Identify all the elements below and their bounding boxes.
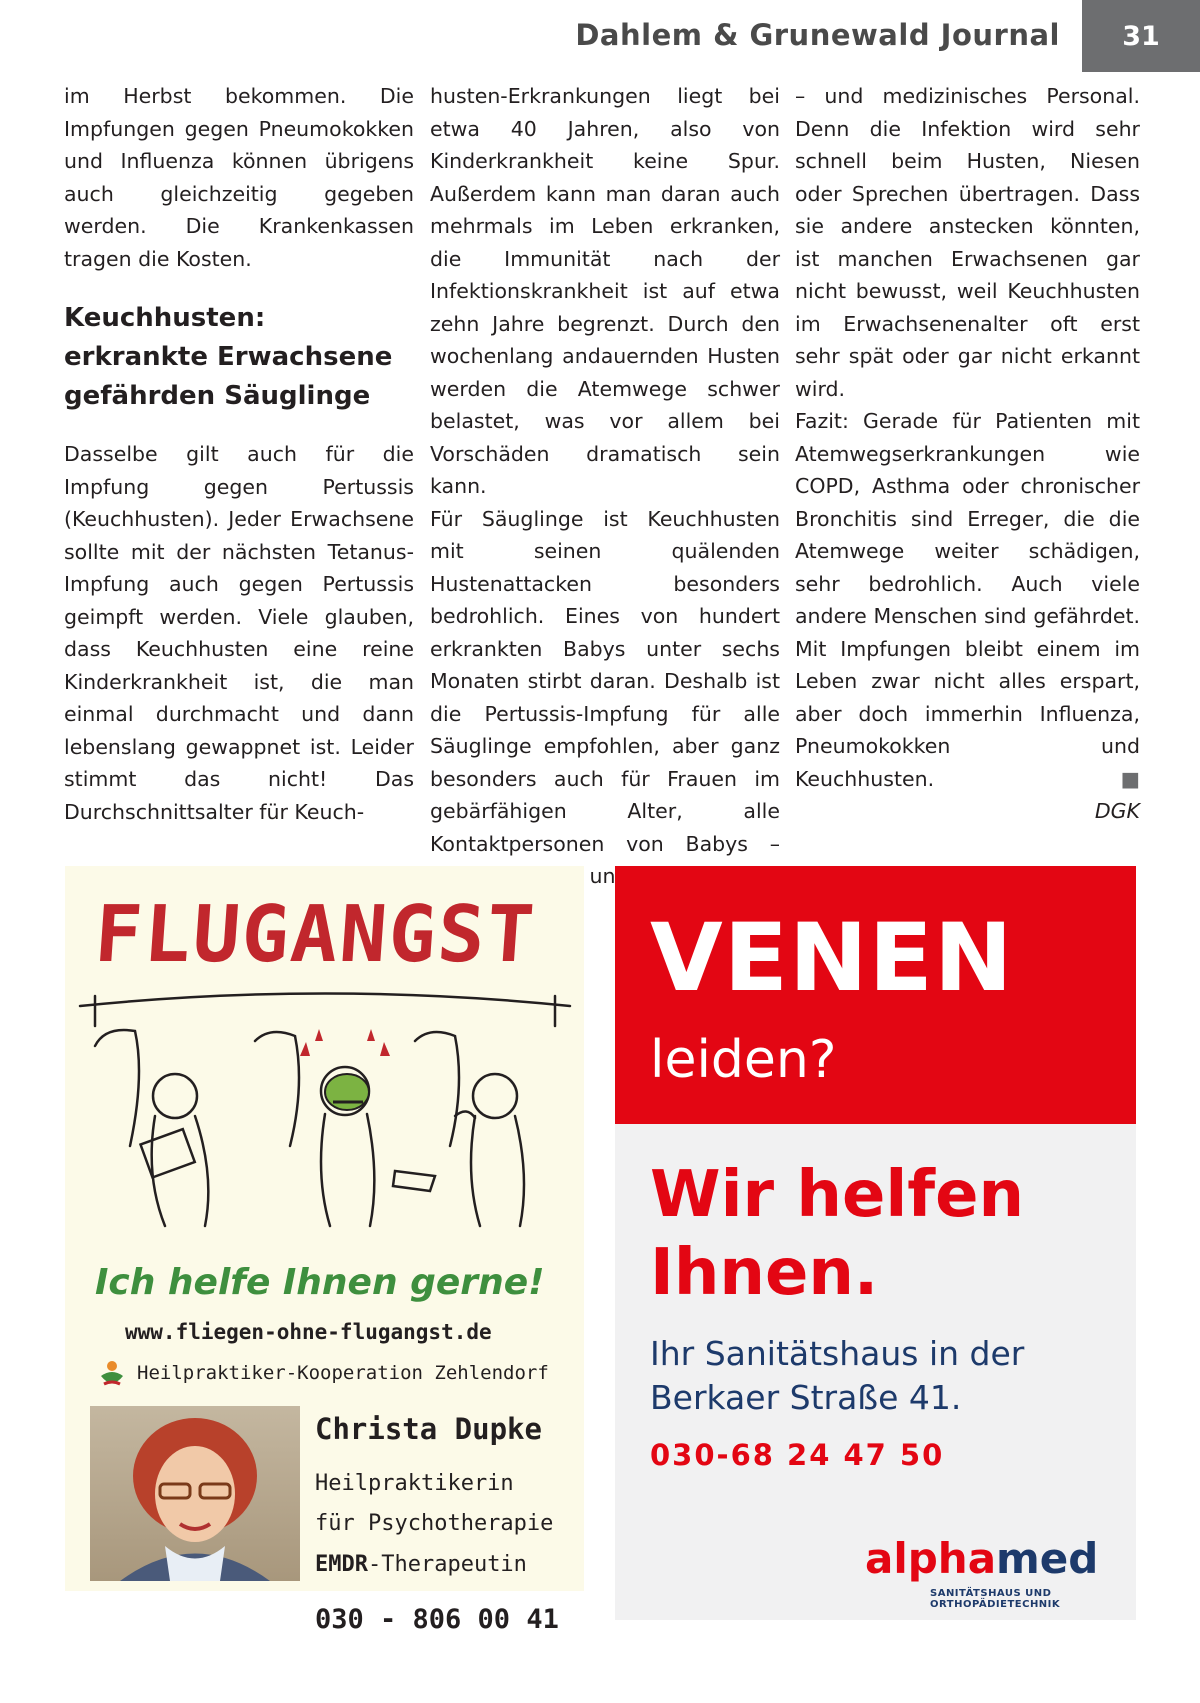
article-paragraph: Dasselbe gilt auch für die Impfung gegen Pertussis (Keuchhusten). Jeder Erwachsene sollte mit der nächsten Tetanus-Impfung auch gegen Pertussis geimpft werden. Viele glauben, dass Keuchhusten eine reine Kinderkrankheit ist, die man einmal durchmacht und dann lebenslang gewappnet ist. Leider stimmt das nicht! Das Durchschnittsalter für Keuch- bbox=[64, 442, 414, 824]
flugangst-ad[interactable] bbox=[65, 866, 584, 1635]
heilpraktiker-logo-icon bbox=[95, 1358, 129, 1392]
end-mark-icon: ■ bbox=[1120, 766, 1140, 791]
journal-title: Dahlem & Grunewald Journal bbox=[575, 18, 1060, 52]
venen-address bbox=[650, 1332, 1024, 1420]
alphamed-logo bbox=[865, 1534, 1098, 1583]
logo-alpha: alpha bbox=[865, 1534, 997, 1583]
venen-phone-number[interactable]: 030-68 24 47 50 bbox=[650, 1438, 945, 1472]
emdr-suffix: -Therapeutin bbox=[367, 1552, 527, 1577]
ad-title: FLUGANGST bbox=[91, 890, 539, 980]
role-line: für Psychotherapie bbox=[315, 1511, 554, 1536]
address-line: Berkaer Straße 41. bbox=[650, 1378, 962, 1417]
article-subheading: Keuchhusten: erkrankte Erwachsene gefährden Säuglinge bbox=[64, 303, 393, 411]
help-line: Wir helfen bbox=[650, 1158, 1025, 1232]
article-paragraph: husten-Erkrankungen liegt bei etwa 40 Jahren, also von Kinderkrankheit keine Spur. Außerdem kann man daran auch mehrmals im Leben erkranken, die Immunität nach der Infektionskrankheit ist auf etwa zehn Jahre begrenzt. Durch den wochenlang andauernden Husten werden die Atemwege schwer belastet, was vor allem bei Vorschäden dramatisch sein kann. bbox=[430, 84, 780, 498]
venen-title: VENEN bbox=[650, 904, 1014, 1013]
article-column-2 bbox=[430, 80, 780, 893]
article-signature: DGK bbox=[1094, 799, 1140, 823]
logo-med: med bbox=[996, 1534, 1099, 1583]
alphamed-tagline: SANITÄTSHAUS UND ORTHOPÄDIETECHNIK bbox=[930, 1588, 1061, 1610]
role-line: Heilpraktikerin bbox=[315, 1471, 514, 1496]
article-paragraph: Für Säuglinge ist Keuchhusten mit seinen quälenden Hustenattacken besonders bedrohlich. Eines von hundert erkrankten Babys unter sechs Monaten stirbt daran. Deshalb ist die Pertussis-Impfung für alle Säuglinge empfohlen, aber ganz besonders auch für Frauen im gebärfähigen Alter, alle Kontaktpersonen von Babys – und bbox=[430, 506, 780, 888]
portrait-photo bbox=[90, 1406, 300, 1581]
venen-banner bbox=[615, 866, 1136, 1124]
ad-slogan: Ich helfe Ihnen gerne! bbox=[95, 1262, 545, 1303]
ad-phone-number[interactable]: 030 - 806 00 41 bbox=[315, 1604, 559, 1635]
ad-emdr bbox=[315, 1552, 527, 1577]
venen-help-text bbox=[650, 1156, 1024, 1312]
page-number: 31 bbox=[1082, 0, 1200, 72]
article-paragraph-text: Fazit: Gerade für Patienten mit Atemwegserkrankungen wie COPD, Asthma oder chronischer Bronchitis sind Erreger, die die Atemwege weiter schädigen, sehr bedrohlich. Auch viele andere Menschen sind gefährdet. Mit Impfungen bleibt einem im Leben zwar nicht alles erspart, aber doch immerhin Influenza, Pneumokokken und Keuchhusten. bbox=[795, 409, 1140, 791]
article-paragraph: – und medizinisches Personal. Denn die Infektion wird sehr schnell beim Husten, Niesen oder Sprechen übertragen. Dass sie andere anstecken könnten, ist manchen Erwachsenen gar nicht bewusst, weil Keuchhusten im Erwachsenenalter oft erst sehr spät oder gar nicht erkannt wird. bbox=[795, 84, 1140, 401]
ad-cooperation: Heilpraktiker-Kooperation Zehlendorf bbox=[137, 1362, 549, 1384]
article-paragraph bbox=[795, 405, 1140, 795]
venen-subtitle: leiden? bbox=[650, 1030, 837, 1090]
article-paragraph: im Herbst bekommen. Die Impfungen gegen Pneumokokken und Influenza können übrigens auch gleichzeitig gegeben werden. Die Krankenkassen tragen die Kosten. bbox=[64, 84, 414, 271]
article-column-1 bbox=[64, 80, 414, 828]
airplane-cartoon-illustration bbox=[75, 986, 575, 1236]
help-line: Ihnen. bbox=[650, 1236, 879, 1310]
venen-ad[interactable] bbox=[615, 866, 1136, 1620]
article-column-3 bbox=[795, 80, 1140, 828]
ad-person-name: Christa Dupke bbox=[315, 1412, 542, 1446]
emdr-label: EMDR bbox=[315, 1552, 368, 1577]
ad-person-role bbox=[315, 1464, 553, 1544]
ad-website-link[interactable]: www.fliegen-ohne-flugangst.de bbox=[125, 1320, 492, 1344]
address-line: Ihr Sanitätshaus in der bbox=[650, 1334, 1025, 1373]
